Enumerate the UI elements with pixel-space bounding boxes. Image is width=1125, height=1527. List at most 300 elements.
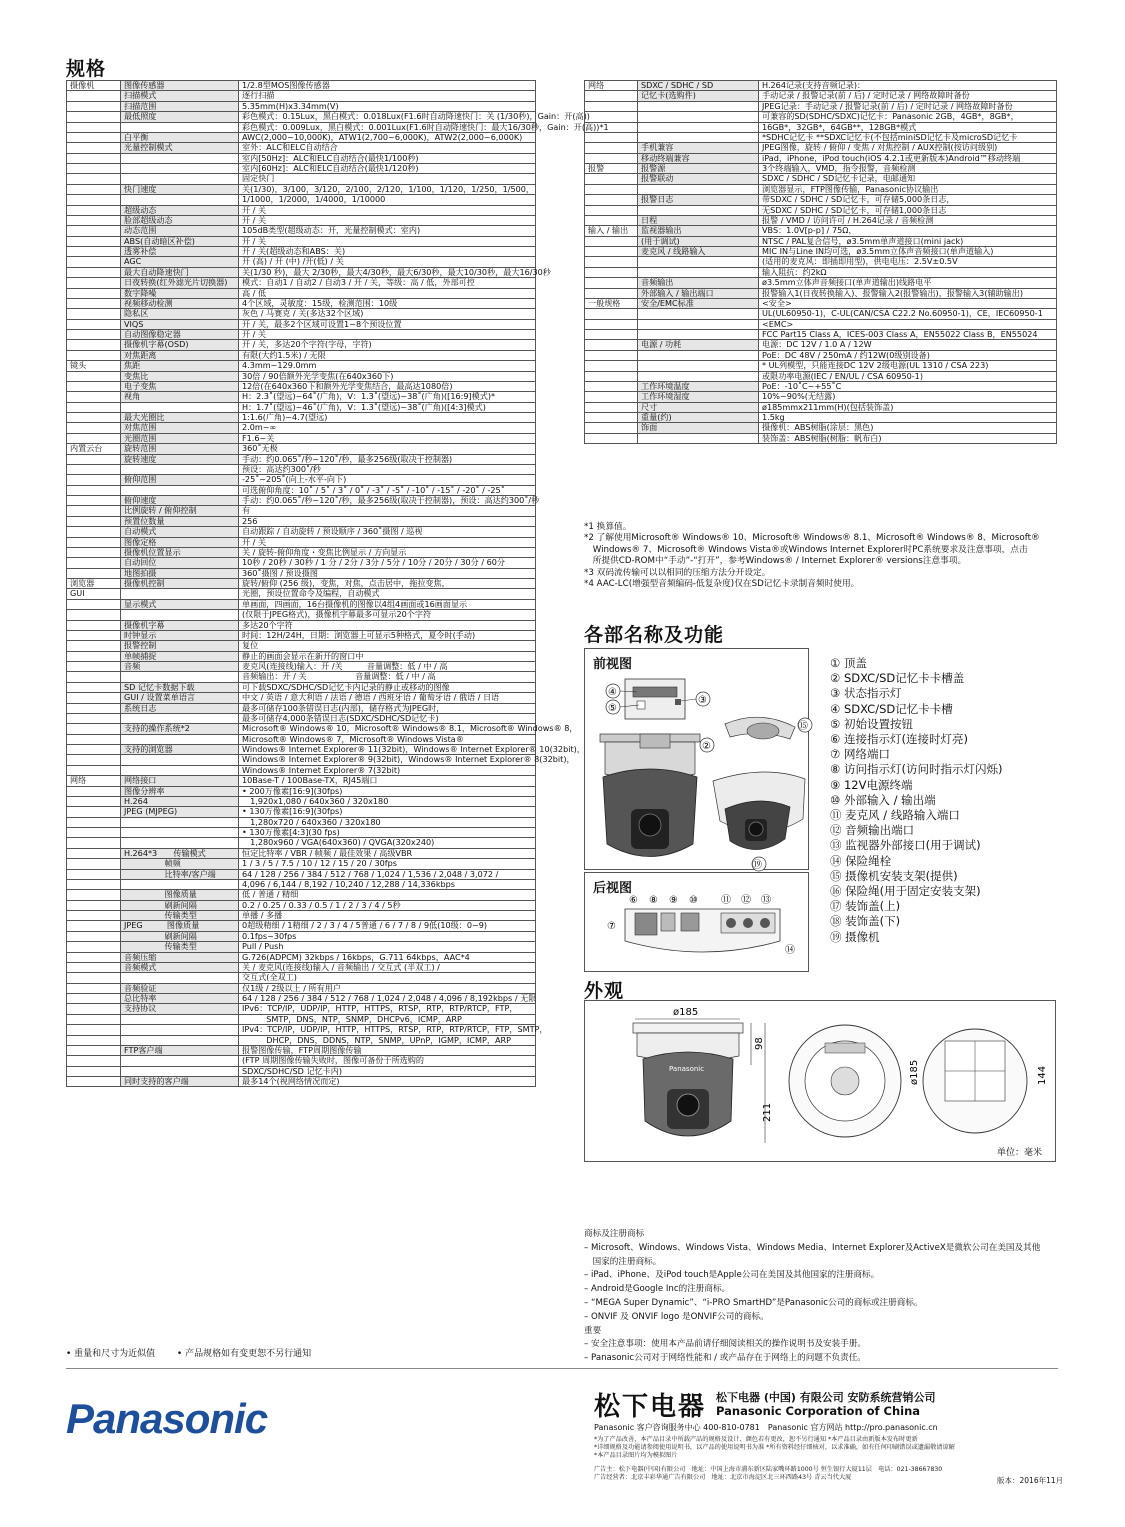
spec-value: Pull / Push	[239, 942, 536, 952]
spec-category	[67, 184, 121, 194]
spec-value: 关 / 旋转-俯仰角度・变焦比例显示 / 方向显示	[239, 547, 536, 557]
spec-row	[585, 330, 1057, 340]
spec-row	[585, 81, 1057, 91]
spec-row	[67, 755, 536, 765]
spec-row	[67, 184, 536, 194]
parts-list	[830, 656, 1060, 945]
spec-category	[67, 143, 121, 153]
spec-category	[67, 195, 121, 205]
spec-row	[67, 153, 536, 163]
spec-item	[121, 828, 239, 838]
spec-item: 电源 / 功耗	[638, 340, 759, 350]
dim-diameter-185: ø185	[673, 1007, 699, 1018]
spec-value: SDXC / SDHC / SD记忆卡记录，电邮通知	[759, 174, 1057, 184]
parts-list-item: ⑥ 连接指示灯(连接时灯亮)	[830, 732, 968, 747]
spec-item	[638, 112, 759, 122]
spec-category	[67, 381, 121, 391]
company-cn: 松下电器 (中国) 有限公司 安防系统营销公司	[716, 1391, 936, 1404]
spec-item: 记忆卡(选购件)	[638, 91, 759, 101]
spec-row	[67, 91, 536, 101]
spec-item	[638, 101, 759, 111]
spec-category	[585, 278, 638, 288]
spec-item: 监视器输出	[638, 226, 759, 236]
spec-value: Windows® Internet Explorer® 11(32bit)，Windows® Internet Explorer® 10(32bit)，	[239, 745, 536, 755]
spec-category	[585, 288, 638, 298]
spec-row	[67, 226, 536, 236]
spec-item: 电子变焦	[121, 381, 239, 391]
front-callout-5: ⑤	[608, 703, 617, 714]
spec-item	[638, 433, 759, 443]
spec-row	[67, 392, 536, 402]
rear-view-label: 后视图	[593, 881, 633, 896]
spec-item	[121, 817, 239, 827]
spec-category	[67, 973, 121, 983]
spec-category	[67, 942, 121, 952]
spec-row	[67, 444, 536, 454]
spec-row	[67, 828, 536, 838]
spec-category	[67, 537, 121, 547]
spec-row	[585, 215, 1057, 225]
spec-row	[585, 122, 1057, 132]
spec-category	[67, 724, 121, 734]
spec-value: • 130万像素[4:3](30 fps)	[239, 828, 536, 838]
spec-category	[67, 620, 121, 630]
spec-category: GUI	[67, 589, 121, 599]
spec-value: 开 / 关(超级动态和ABS：关)	[239, 247, 536, 257]
spec-row	[67, 973, 536, 983]
spec-row	[67, 371, 536, 381]
spec-row	[585, 153, 1057, 163]
front-callout-15: ⑮	[798, 721, 808, 732]
spec-row	[67, 195, 536, 205]
spec-row	[67, 734, 536, 744]
spec-category	[67, 755, 121, 765]
front-callout-4: ④	[608, 687, 617, 698]
spec-value: 360˚无极	[239, 444, 536, 454]
front-view-label: 前视图	[593, 657, 633, 672]
spec-row	[67, 547, 536, 557]
spec-category	[67, 890, 121, 900]
spec-category	[67, 983, 121, 993]
spec-item: 摄像机位置显示	[121, 547, 239, 557]
spec-item	[121, 485, 239, 495]
spec-value: 自动跟踪 / 自动旋转 / 预设顺序 / 360˚摄图 / 巡视	[239, 527, 536, 537]
spec-value: 单播 / 多播	[239, 911, 536, 921]
spec-category	[67, 807, 121, 817]
spec-item: 音频模式	[121, 962, 239, 972]
spec-category	[67, 288, 121, 298]
spec-item	[121, 164, 239, 174]
fine-print-line: *详细规格及功能请参阅使用说明书，以产品的使用说明书为准 *所有资料经仔细核对，以求准确，如有任何印刷错误或遗漏敬请谅解	[594, 1444, 955, 1451]
spec-category	[67, 392, 121, 402]
spec-value: 麦克风(连接线)输入：开 /关 音量调整：低 / 中 / 高	[239, 662, 536, 672]
parts-list-item: ⑱ 装饰盖(下)	[830, 914, 901, 929]
spec-value: IPv6：TCP/IP，UDP/IP，HTTP，HTTPS，RTSP，RTP，RTP/RTCP，FTP，	[239, 1004, 536, 1014]
spec-item: 最大自动降速快门	[121, 267, 239, 277]
rear-callout-8: ⑧	[649, 895, 658, 906]
spec-row	[585, 91, 1057, 101]
spec-item: 透雾补偿	[121, 247, 239, 257]
footnote: *3 双码流传输可以以相同的压缩方法分开设定。	[584, 567, 771, 578]
spec-value: UL(UL60950-1)，C-UL(CAN/CSA C22.2 No.60950-1)，CE，IEC60950-1	[759, 309, 1057, 319]
spec-category	[67, 433, 121, 443]
unit-label: 单位：毫米	[997, 1148, 1043, 1158]
spec-row	[585, 267, 1057, 277]
spec-category	[67, 703, 121, 713]
spec-value: Windows® Internet Explorer® 9(32bit)，Windows® Internet Explorer® 8(32bit)，	[239, 755, 536, 765]
spec-row	[67, 164, 536, 174]
footer-note-weight: • 重量和尺寸为近似值	[66, 1349, 156, 1359]
spec-value: 10%~90%(无结露)	[759, 392, 1057, 402]
spec-value: 可兼容的SD(SDHC/SDXC)记忆卡：Panasonic 2GB，4GB*，8GB*，	[759, 112, 1057, 122]
spec-item: 焦距	[121, 361, 239, 371]
spec-item: 自动回位	[121, 558, 239, 568]
spec-item: 图像定格	[121, 537, 239, 547]
spec-row	[67, 402, 536, 412]
spec-category	[585, 350, 638, 360]
spec-category	[67, 164, 121, 174]
spec-item: 图像分辨率	[121, 786, 239, 796]
footnotes	[584, 522, 1064, 590]
trademark-line: – Microsoft、Windows、Windows Vista、Windows Media、Internet Explorer及ActiveX是微软公司在美国及其他	[584, 1242, 1041, 1253]
spec-row	[67, 599, 536, 609]
spec-row	[67, 890, 536, 900]
spec-category	[585, 236, 638, 246]
spec-item: 总比特率	[121, 994, 239, 1004]
spec-category	[67, 132, 121, 142]
spec-item: 同时支持的客户端	[121, 1077, 239, 1087]
spec-row	[585, 361, 1057, 371]
spec-item: 报警日志	[638, 195, 759, 205]
spec-row	[67, 807, 536, 817]
spec-value: 3个终端输入，VMD，指令报警，音频检测	[759, 164, 1057, 174]
spec-row	[67, 101, 536, 111]
footnote: 所提供CD-ROM中“手动”-“打开”，参考Windows® / Internet Explorer® versions注意事项。	[584, 556, 967, 567]
spec-item: 最大光圈比	[121, 413, 239, 423]
parts-list-item: ⑯ 保险绳(用于固定安装支架)	[830, 884, 981, 899]
fine-print	[594, 1436, 1064, 1460]
spec-item	[638, 122, 759, 132]
spec-item: H.264	[121, 796, 239, 806]
spec-category	[67, 672, 121, 682]
spec-row	[585, 340, 1057, 350]
spec-item: 视频移动检测	[121, 298, 239, 308]
spec-item	[638, 309, 759, 319]
spec-item: 图像传感器	[121, 81, 239, 91]
spec-item	[121, 153, 239, 163]
spec-row	[67, 340, 536, 350]
spec-category: 一般规格	[585, 298, 638, 308]
spec-row	[585, 381, 1057, 391]
spec-item: 刷新间隔	[121, 931, 239, 941]
spec-row	[67, 724, 536, 734]
spec-row	[67, 413, 536, 423]
spec-category	[67, 91, 121, 101]
spec-value: 手动：约0.065˚/秒~120˚/秒，最多256级(取决于控制器)	[239, 454, 536, 464]
spec-item: 摄像机字幕(OSD)	[121, 340, 239, 350]
spec-item: 时钟显示	[121, 630, 239, 640]
spec-value: H：1.7˚(望远)~46˚(广角)，V：1.3˚(望远)~38˚(广角)([4:3]模式)	[239, 402, 536, 412]
spec-row	[585, 413, 1057, 423]
spec-value: 最多可储存100条错误日志(内部)，储存格式为JPEG时，	[239, 703, 536, 713]
spec-category	[585, 402, 638, 412]
spec-item: 麦克风 / 线路输入	[638, 247, 759, 257]
spec-category	[67, 817, 121, 827]
rear-view-figure	[584, 872, 809, 972]
spec-row	[67, 319, 536, 329]
spec-category	[585, 433, 638, 443]
spec-value: 多达20个字符	[239, 620, 536, 630]
spec-item: FTP客户端	[121, 1045, 239, 1055]
spec-category	[67, 298, 121, 308]
spec-item: ABS(自动暗区补偿)	[121, 236, 239, 246]
spec-value: MIC IN与Line IN均可选，ø3.5mm立体声音频接口(单声道输入)	[759, 247, 1057, 257]
spec-item: 日夜转换(红外滤光片切换器)	[121, 278, 239, 288]
version-label: 版本：2016年11月	[997, 1476, 1064, 1485]
spec-value: 256	[239, 516, 536, 526]
spec-value: F1.6~关	[239, 433, 536, 443]
spec-item: 外部输入 / 输出端口	[638, 288, 759, 298]
spec-item: 快门速度	[121, 184, 239, 194]
rear-callout-10: ⑩	[689, 895, 698, 906]
spec-item: 工作环境湿度	[638, 392, 759, 402]
cn-brand-logo: 松下电器	[594, 1392, 707, 1422]
parts-list-item: ③ 状态指示灯	[830, 686, 902, 701]
spec-category	[585, 195, 638, 205]
spec-value: 开 / 关	[239, 330, 536, 340]
spec-value: (FTP 周期图像传输失败时，图像可备份于所选购的	[239, 1056, 536, 1066]
spec-item: 光量控制模式	[121, 143, 239, 153]
spec-item: 最低照度	[121, 112, 239, 122]
spec-row	[67, 1066, 536, 1076]
spec-row	[67, 475, 536, 485]
spec-row	[67, 838, 536, 848]
rear-view-drawing	[585, 891, 808, 971]
spec-value: 报警 / VMD / 访问许可 / H.264记录 / 音频检测	[759, 215, 1057, 225]
spec-row	[67, 298, 536, 308]
spec-category	[67, 734, 121, 744]
spec-row	[67, 1035, 536, 1045]
spec-value: Windows® Internet Explorer® 7(32bit)	[239, 765, 536, 775]
spec-row	[585, 164, 1057, 174]
rear-callout-13: ⑬	[761, 895, 771, 906]
spec-item: 显示模式	[121, 599, 239, 609]
spec-value: 开 (高) / 开 (中) /开(低) / 关	[239, 257, 536, 267]
spec-category	[67, 900, 121, 910]
spec-row	[67, 215, 536, 225]
service-line: Panasonic 客户咨询服务中心 400-810-0781 Panasonic 官方网站 http://pro.panasonic.cn	[594, 1423, 938, 1432]
spec-category	[67, 1014, 121, 1024]
spec-value: 报警图像传输，FTP周期图像传输	[239, 1045, 536, 1055]
spec-value: ø3.5mm立体声音频接口(单声道输出)线路电平	[759, 278, 1057, 288]
spec-value: 0.2 / 0.25 / 0.33 / 0.5 / 1 / 2 / 3 / 4 / 5秒	[239, 900, 536, 910]
dim-diameter-185b: ø185	[909, 1059, 920, 1085]
spec-value: 1.5kg	[759, 413, 1057, 423]
rear-callout-6: ⑥	[629, 895, 638, 906]
spec-row	[585, 226, 1057, 236]
spec-row	[67, 641, 536, 651]
spec-row	[67, 506, 536, 516]
spec-item	[121, 838, 239, 848]
parts-list-item: ⑨ 12V电源终端	[830, 777, 913, 792]
spec-row	[585, 350, 1057, 360]
spec-value: 浏览器显示，FTP图像传输，Panasonic协议输出	[759, 184, 1057, 194]
spec-row	[67, 381, 536, 391]
spec-item: 视角	[121, 392, 239, 402]
spec-value: 室内[60Hz]：ALC和ELC自动结合(最快1/120秒)	[239, 164, 536, 174]
spec-value: 4.3mm~129.0mm	[239, 361, 536, 371]
front-callout-19: ⑲	[752, 860, 762, 871]
spec-row	[67, 330, 536, 340]
spec-row	[585, 132, 1057, 142]
trademarks	[584, 1228, 1064, 1366]
spec-row	[67, 662, 536, 672]
spec-row	[585, 423, 1057, 433]
spec-category	[585, 153, 638, 163]
spec-category	[585, 413, 638, 423]
spec-row	[585, 101, 1057, 111]
spec-category	[67, 745, 121, 755]
spec-category	[67, 952, 121, 962]
spec-category: 网络	[585, 81, 638, 91]
spec-item: 报警联动	[638, 174, 759, 184]
fine-print-line: *本产品目录图片均为模拟图片	[594, 1452, 678, 1459]
spec-value: 无SDXC / SDHC / SD记忆卡，可存储1,000条日志	[759, 205, 1057, 215]
spec-row	[67, 610, 536, 620]
spec-item	[121, 734, 239, 744]
spec-value: 彩色模式：0.15Lux，黑白模式：0.018Lux(F1.6时自动降速快门：关 (1/30秒)，Gain：开(高))	[239, 112, 536, 122]
spec-category: 浏览器	[67, 579, 121, 589]
spec-value: IPv4：TCP/IP，UDP/IP，HTTP，HTTPS，RTSP，RTP，RTP/RTCP，FTP，SMTP，	[239, 1025, 536, 1035]
spec-item: SDXC / SDHC / SD	[638, 81, 759, 91]
spec-value: 1/2.8型MOS图像传感器	[239, 81, 536, 91]
spec-category	[585, 340, 638, 350]
spec-value: 10秒 / 20秒 / 30秒 / 1 分 / 2分 / 3分 / 5分 / 10分 / 20分 / 30分 / 60分	[239, 558, 536, 568]
spec-row	[585, 278, 1057, 288]
spec-value: 输入阻抗：约2kΩ	[759, 267, 1057, 277]
spec-category	[585, 257, 638, 267]
spec-row	[67, 620, 536, 630]
spec-category	[67, 257, 121, 267]
spec-value: <EMC>	[759, 319, 1057, 329]
spec-category	[585, 215, 638, 225]
spec-item: 白平衡	[121, 132, 239, 142]
spec-category	[67, 413, 121, 423]
spec-row	[585, 309, 1057, 319]
spec-item: 比特率/客户端	[121, 869, 239, 879]
spec-item: VIQS	[121, 319, 239, 329]
parts-list-item: ④ SDXC/SD记忆卡卡槽	[830, 701, 953, 716]
spec-value: 室内[50Hz]：ALC和ELC自动结合(最快1/100秒)	[239, 153, 536, 163]
spec-value: 0超级精细 / 1精细 / 2 / 3 / 4 / 5普通 / 6 / 7 / 8 / 9低(10级：0~9)	[239, 921, 536, 931]
spec-item	[121, 1056, 239, 1066]
spec-value: AWC(2,000~10,000K)，ATW1(2,700~6,000K)，ATW2(2,000~6,000K)	[239, 132, 536, 142]
spec-item: 尺寸	[638, 402, 759, 412]
spec-item: 日程	[638, 215, 759, 225]
spec-row	[67, 796, 536, 806]
spec-item	[638, 267, 759, 277]
spec-category	[67, 599, 121, 609]
spec-value: PoE：DC 48V / 250mA / 约12W(0级别设备)	[759, 350, 1057, 360]
spec-row	[67, 817, 536, 827]
spec-row	[585, 195, 1057, 205]
spec-category	[67, 350, 121, 360]
spec-row	[67, 288, 536, 298]
spec-row	[67, 921, 536, 931]
spec-item	[121, 1066, 239, 1076]
parts-list-item: ⑫ 音频输出端口	[830, 823, 915, 838]
spec-value: 彩色模式：0.009Lux，黑白模式：0.001Lux(F1.6时自动降速快门：最大16/30秒，Gain：开(高))*1	[239, 122, 536, 132]
parts-list-item: ⑦ 网络端口	[830, 747, 890, 762]
spec-value: *SDHC记忆卡 **SDXC记忆卡(不包括miniSD记忆卡及microSD记忆卡	[759, 132, 1057, 142]
spec-value: 开 / 关，最多2个区域可设置1~8个预设位置	[239, 319, 536, 329]
spec-category	[67, 931, 121, 941]
spec-category: 摄像机	[67, 81, 121, 91]
spec-item	[121, 672, 239, 682]
spec-category: 网络	[67, 776, 121, 786]
spec-row	[67, 423, 536, 433]
spec-row	[585, 371, 1057, 381]
spec-value: 0.1fps~30fps	[239, 931, 536, 941]
spec-value: 装饰盖：ABS树脂(树脂：帆布白)	[759, 433, 1057, 443]
spec-category	[585, 371, 638, 381]
spec-category	[585, 132, 638, 142]
spec-row	[67, 278, 536, 288]
parts-list-item: ① 顶盖	[830, 656, 867, 670]
spec-value: 静止的画面会显示在新开的窗口中	[239, 651, 536, 661]
spec-item: 支持的操作系统*2	[121, 724, 239, 734]
trademark-line: 重要	[584, 1325, 602, 1336]
spec-item	[121, 1035, 239, 1045]
spec-item: 俯仰范围	[121, 475, 239, 485]
spec-value: 或限功率电源(IEC / EN/UL / CSA 60950-1)	[759, 371, 1057, 381]
spec-item	[121, 589, 239, 599]
spec-row	[585, 236, 1057, 246]
spec-value: 开 / 关	[239, 215, 536, 225]
spec-category	[585, 309, 638, 319]
spec-category	[67, 838, 121, 848]
spec-title: 规格	[66, 58, 107, 80]
spec-value: 4个区域，灵敏度：15级，检测范围：10级	[239, 298, 536, 308]
rear-callout-14: ⑭	[785, 945, 795, 956]
spec-item	[638, 350, 759, 360]
spec-item: 俯仰速度	[121, 496, 239, 506]
dim-height-98: 98	[754, 1037, 765, 1050]
trademark-line: 商标及注册商标	[584, 1229, 645, 1239]
spec-item	[638, 132, 759, 142]
trademark-line: – Panasonic公司对于网络性能和 / 或产品存在于网络上的问题不负责任。	[584, 1353, 866, 1364]
spec-value: 固定快门	[239, 174, 536, 184]
spec-value: 单画面，四画面，16台摄像机的图像以4组4画面或16画面显示	[239, 599, 536, 609]
spec-category	[67, 464, 121, 474]
spec-value: 16GB*，32GB*，64GB**，128GB*模式	[759, 122, 1057, 132]
spec-category	[67, 278, 121, 288]
spec-row	[67, 205, 536, 215]
spec-category	[67, 506, 121, 516]
spec-value: SMTP，DNS，NTP，SNMP，DHCPv6，ICMP，ARP	[239, 1014, 536, 1024]
camera-brand-text: Panasonic	[669, 1065, 705, 1073]
spec-item: 报警源	[638, 164, 759, 174]
spec-category	[67, 568, 121, 578]
spec-category	[67, 693, 121, 703]
panasonic-logo: Panasonic	[66, 1395, 268, 1442]
spec-row	[67, 537, 536, 547]
spec-item: 安全/EMC标准	[638, 298, 759, 308]
spec-row	[67, 859, 536, 869]
spec-value: 开 / 关，多达20个字符(字母，字符)	[239, 340, 536, 350]
spec-category	[67, 340, 121, 350]
spec-row	[67, 361, 536, 371]
